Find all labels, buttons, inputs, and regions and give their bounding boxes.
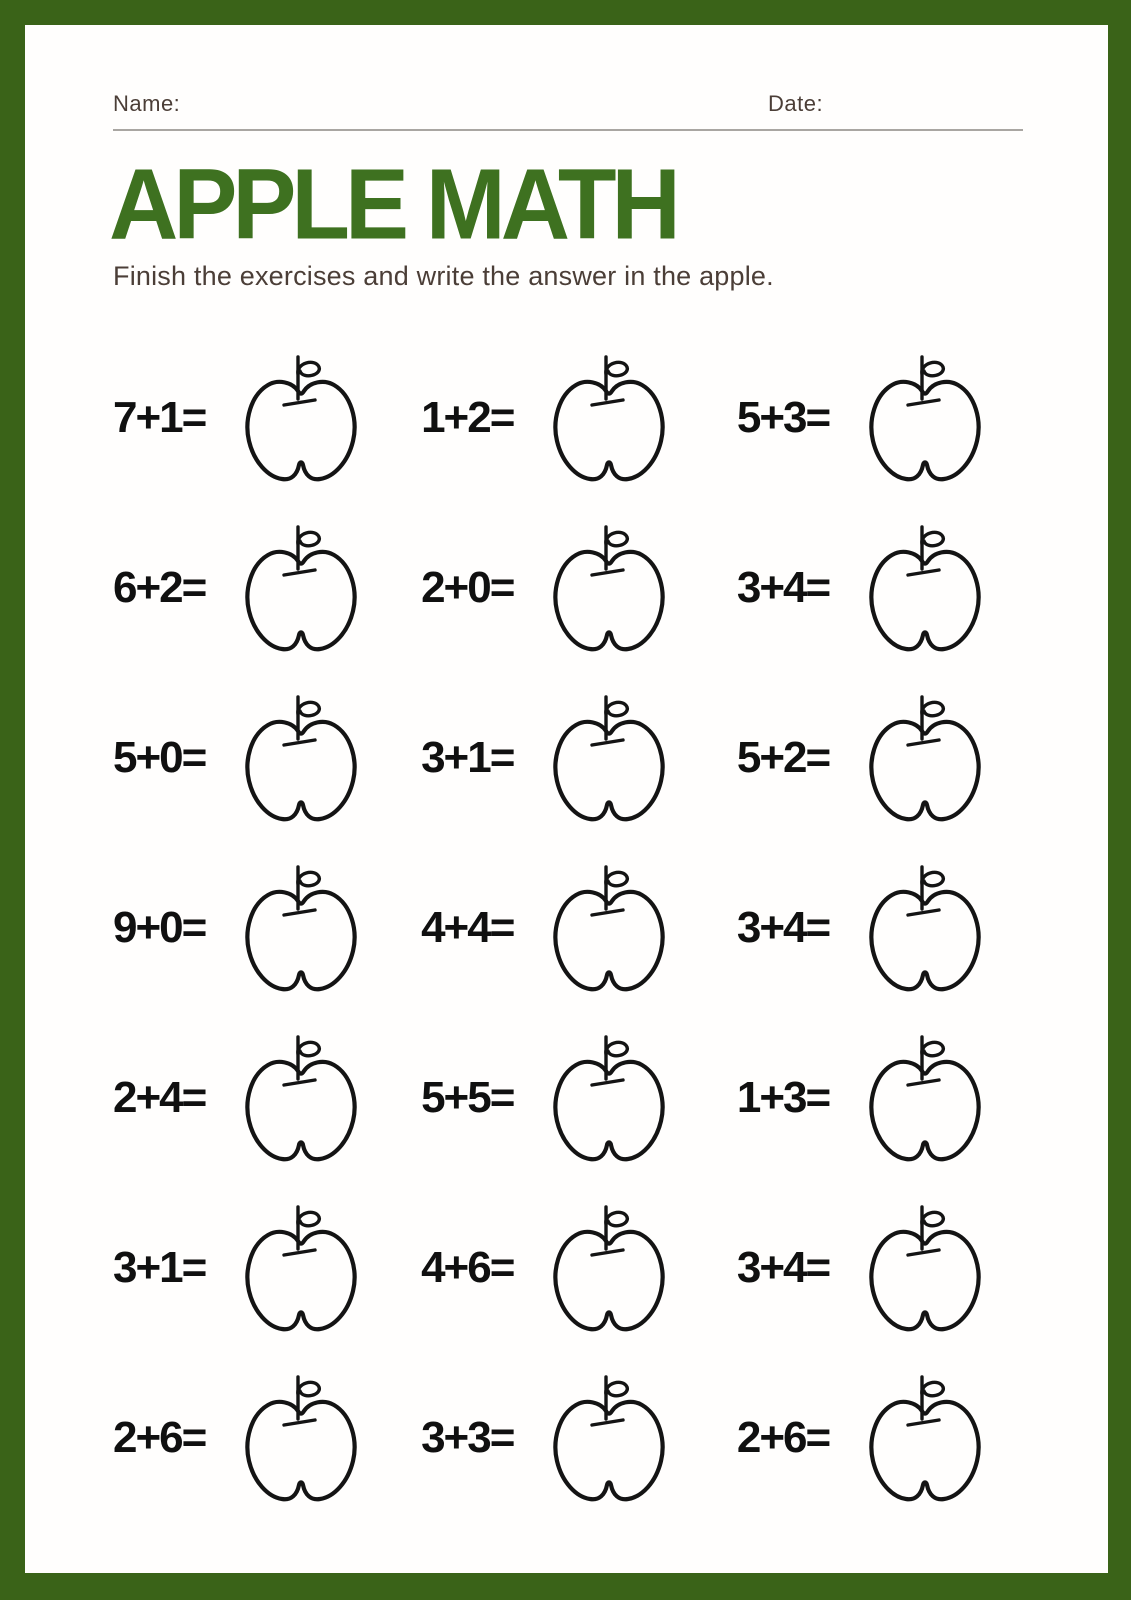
problem-text: 2+0= xyxy=(421,563,514,612)
answer-apple-icon xyxy=(862,1202,988,1334)
answer-apple-icon xyxy=(238,352,364,484)
answer-apple-icon xyxy=(238,1372,364,1504)
answer-apple-icon xyxy=(238,1202,364,1334)
instructions-text: Finish the exercises and write the answer in the apple. xyxy=(113,261,774,291)
problem-cell xyxy=(421,333,737,503)
answer-apple-icon xyxy=(546,1372,672,1504)
problem-text: 9+0= xyxy=(113,903,206,952)
problems-row xyxy=(113,843,1078,1013)
problems-row xyxy=(113,1353,1078,1523)
answer-apple-icon xyxy=(546,692,672,824)
page-title: APPLE MATH xyxy=(109,148,676,261)
problem-text: 2+6= xyxy=(736,1413,830,1462)
answer-apple-icon xyxy=(238,692,364,824)
date-label: Date: xyxy=(768,91,824,116)
answer-apple-icon xyxy=(862,692,988,824)
problem-text: 1+2= xyxy=(421,393,514,442)
problem-cell xyxy=(421,1013,737,1183)
problem-text: 3+4= xyxy=(736,563,830,612)
name-label: Name: xyxy=(113,91,181,116)
answer-apple-icon xyxy=(862,352,988,484)
problem-cell xyxy=(737,673,1078,843)
worksheet-page xyxy=(25,25,1108,1573)
answer-apple-icon xyxy=(546,522,672,654)
problem-cell xyxy=(421,843,737,1013)
answer-apple-icon xyxy=(862,1032,988,1164)
answer-apple-icon xyxy=(546,352,672,484)
problem-text: 5+0= xyxy=(113,733,206,782)
problem-text: 7+1= xyxy=(113,393,206,442)
answer-apple-icon xyxy=(862,522,988,654)
problem-cell xyxy=(113,503,421,673)
answer-apple-icon xyxy=(546,1032,672,1164)
problems-row xyxy=(113,333,1078,503)
problem-cell xyxy=(113,1013,421,1183)
problem-text: 3+3= xyxy=(421,1413,514,1462)
problem-cell xyxy=(737,1183,1078,1353)
problem-cell xyxy=(113,843,421,1013)
problem-cell xyxy=(421,1183,737,1353)
problem-text: 4+4= xyxy=(421,903,514,952)
problem-text: 3+1= xyxy=(113,1243,206,1292)
problem-text: 2+6= xyxy=(113,1413,206,1462)
problem-text: 5+3= xyxy=(736,393,830,442)
answer-apple-icon xyxy=(546,1202,672,1334)
problem-cell xyxy=(113,673,421,843)
answer-apple-icon xyxy=(862,862,988,994)
problem-cell xyxy=(737,503,1078,673)
problems-row xyxy=(113,1183,1078,1353)
problem-cell xyxy=(113,1353,421,1523)
problem-cell xyxy=(113,1183,421,1353)
answer-apple-icon xyxy=(862,1372,988,1504)
problem-cell xyxy=(737,843,1078,1013)
answer-apple-icon xyxy=(238,1032,364,1164)
problem-text: 1+3= xyxy=(736,1073,830,1122)
problem-text: 6+2= xyxy=(113,563,206,612)
problem-text: 5+5= xyxy=(421,1073,514,1122)
problem-cell xyxy=(113,333,421,503)
problem-cell xyxy=(421,1353,737,1523)
problem-cell xyxy=(737,1353,1078,1523)
answer-apple-icon xyxy=(546,862,672,994)
answer-apple-icon xyxy=(238,522,364,654)
problem-text: 3+1= xyxy=(421,733,514,782)
problem-text: 2+4= xyxy=(113,1073,206,1122)
problem-text: 3+4= xyxy=(736,1243,830,1292)
problems-row xyxy=(113,1013,1078,1183)
problem-cell xyxy=(421,673,737,843)
problem-cell xyxy=(737,1013,1078,1183)
problem-cell xyxy=(737,333,1078,503)
problems-row xyxy=(113,673,1078,843)
problems-row xyxy=(113,503,1078,673)
problem-text: 4+6= xyxy=(421,1243,514,1292)
problem-text: 5+2= xyxy=(736,733,830,782)
name-date-header xyxy=(113,91,1023,131)
problem-cell xyxy=(421,503,737,673)
problems-grid xyxy=(113,333,1078,1523)
problem-text: 3+4= xyxy=(736,903,830,952)
answer-apple-icon xyxy=(238,862,364,994)
